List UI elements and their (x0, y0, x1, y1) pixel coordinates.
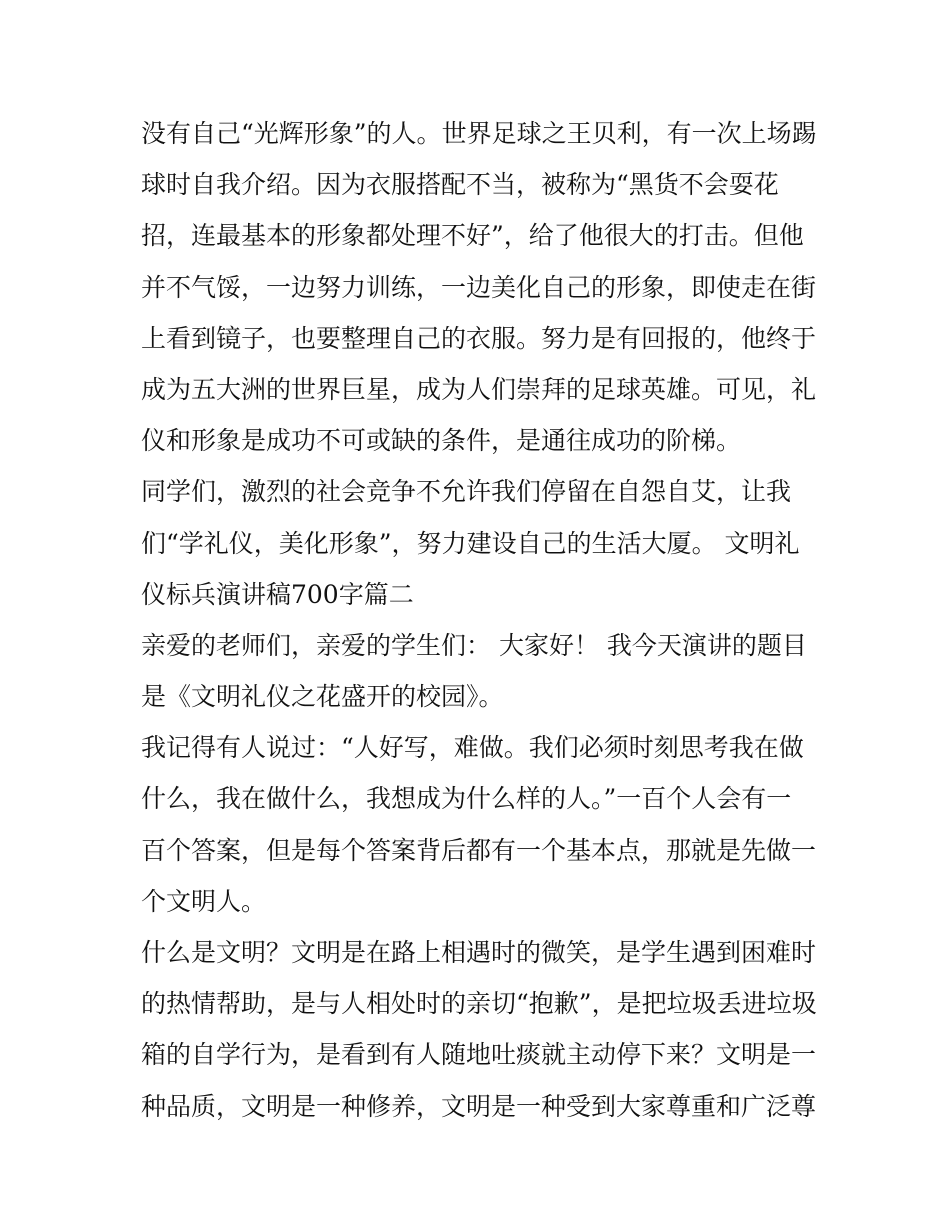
section-heading-line: 仪标兵演讲稿700字篇二 (141, 579, 414, 609)
text-line: 我记得有人说过：“人好写，难做。我们必须时刻思考我在做 (141, 733, 804, 763)
text-line: 百个答案，但是每个答案背后都有一个基本点，那就是先做一 (141, 835, 817, 865)
text-line: 仪和形象是成功不可或缺的条件，是通往成功的阶梯。 (141, 426, 742, 456)
text-line: 们“学礼仪，美化形象”，努力建设自己的生活大厦。 文明礼 (141, 528, 800, 558)
text-line: 什么，我在做什么，我想成为什么样的人。”一百个人会有一 (141, 784, 792, 814)
document-body (141, 108, 821, 1132)
text-line: 个文明人。 (141, 886, 267, 916)
text-line: 球时自我介绍。因为衣服搭配不当，被称为“黑货不会耍花 (141, 170, 779, 200)
text-line: 箱的自学行为，是看到有人随地吐痰就主动停下来？文明是一 (141, 1040, 817, 1070)
text-line: 成为五大洲的世界巨星，成为人们崇拜的足球英雄。可见，礼 (141, 374, 817, 404)
text-line: 同学们，激烈的社会竞争不允许我们停留在自怨自艾，让我 (141, 477, 792, 507)
text-line: 什么是文明？文明是在路上相遇时的微笑，是学生遇到困难时 (141, 938, 817, 967)
text-line: 的热情帮助，是与人相处时的亲切“抱歉”，是把垃圾丢进垃圾 (141, 989, 817, 1019)
text-line: 并不气馁，一边努力训练，一边美化自己的形象，即使走在街 (141, 272, 817, 302)
text-line: 亲爱的老师们，亲爱的学生们： 大家好！ 我今天演讲的题目 (141, 630, 807, 660)
text-line: 没有自己“光辉形象”的人。世界足球之王贝利，有一次上场踢 (141, 119, 817, 148)
text-line: 招，连最基本的形象都处理不好”，给了他很大的打击。但他 (141, 221, 804, 251)
text-line: 上看到镜子，也要整理自己的衣服。努力是有回报的，他终于 (141, 323, 817, 353)
text-line: 是《文明礼仪之花盛开的校园》。 (141, 682, 504, 712)
text-line: 种品质，文明是一种修养，文明是一种受到大家尊重和广泛尊 (141, 1091, 817, 1121)
